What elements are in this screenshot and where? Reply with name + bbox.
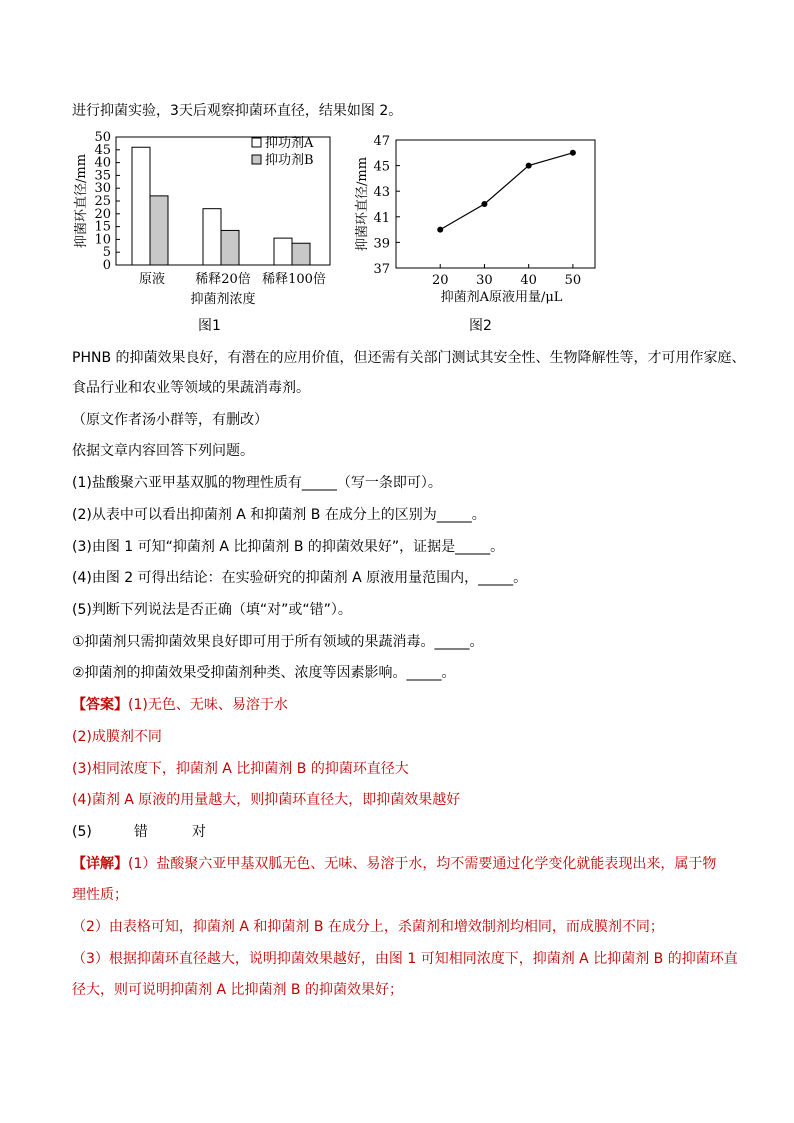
answer-line-1 [72,695,288,715]
bar [132,147,150,265]
x-axis-label: 抑菌剂浓度 [190,292,256,307]
plot-frame [396,140,595,268]
y-tick-label: 37 [373,262,390,277]
x-tick-label: 稀释100倍 [262,272,326,287]
bar [221,230,239,265]
answer-3: (3)相同浓度下，抑菌剂 A 比抑菌剂 B 的抑菌环直径大 [72,761,409,777]
question-5: (5)判断下列说法是否正确（填“对”或“错”）。 [72,602,352,618]
y-tick-label: 45 [373,159,390,175]
y-tick-label: 20 [94,206,111,222]
y-tick-label: 25 [94,194,111,209]
paragraph-line: 食品行业和农业等领域的果蔬消毒剂。 [72,380,310,396]
y-tick-label: 45 [94,142,111,158]
data-point [437,227,443,233]
detail-3-line-2: 径大，则可说明抑菌剂 A 比抑菌剂 B 的抑菌效果好； [72,982,403,998]
detail-1-line-1: (1）盐酸聚六亚甲基双胍无色、无味、易溶于水，均不需要通过化学变化就能表现出来，属于物 [128,856,717,872]
question-5-2: ②抑菌剂的抑菌效果受抑菌剂种类、浓度等因素影响。_____。 [72,665,456,681]
detail-2: （2）由表格可知，抑菌剂 A 和抑菌剂 B 在成分上，杀菌剂和增效制剂均相同，而成膜剂不同； [72,919,664,935]
legend-swatch [252,155,261,164]
bar [203,209,221,265]
figure-2-caption: 图2 [469,318,492,334]
answer-5-number: (5) [72,824,92,840]
intro-line: 进行抑菌实验，3天后观察抑菌环直径，结果如图 2。 [72,103,403,119]
detail-1-line-2: 理性质； [72,887,128,903]
answer-5 [72,822,206,842]
paragraph-line: PHNB 的抑菌效果良好，有潜在的应用价值，但还需有关部门测试其安全性、生物降解性等，才可用作家庭、 [72,350,746,366]
data-point [481,201,487,207]
answer-2: (2)成膜剂不同 [72,729,162,745]
y-tick-label: 35 [94,168,111,184]
x-axis-label: 抑菌剂A原液用量/μL [440,290,563,305]
answer-5-1: 错 [133,824,148,840]
detail-label: 【详解】 [72,856,128,872]
bar [274,238,292,265]
x-tick-label: 20 [431,273,449,288]
data-point [526,163,532,169]
bar [150,196,168,265]
answer-4: (4)菌剂 A 原液的用量越大，则抑菌环直径大，即抑菌效果越好 [72,792,461,808]
x-tick-label: 40 [520,273,537,288]
figure-2-line-chart [352,128,602,310]
figure-1-bar-chart [72,128,342,310]
answer-5-2: 对 [191,824,206,840]
y-tick-label: 50 [94,130,111,145]
x-tick-label: 稀释20倍 [195,272,251,287]
legend-label: 抑功剂A [265,136,314,151]
legend-label: 抑功剂B [265,153,314,168]
answer-1: (1)无色、无味、易溶于水 [128,697,288,713]
y-tick-label: 15 [94,219,111,235]
x-tick-label: 30 [476,273,493,288]
question-3: (3)由图 1 可知“抑菌剂 A 比抑菌剂 B 的抑菌效果好”，证据是_____。 [72,539,505,555]
x-tick-label: 原液 [138,272,166,287]
y-tick-label: 41 [373,210,390,226]
data-point [570,150,576,156]
legend-swatch [252,138,261,147]
source-note: （原文作者汤小群等，有删改） [72,412,268,428]
series-line [440,153,573,230]
y-tick-label: 43 [373,185,390,201]
y-tick-label: 5 [102,245,111,261]
y-axis-label: 抑菌环直径/mm [74,153,89,249]
question-5-1: ①抑菌剂只需抑菌效果良好即可用于所有领域的果蔬消毒。_____。 [72,634,484,650]
bar [292,243,310,265]
y-axis-label: 抑菌环直径/mm [355,156,370,252]
y-tick-label: 39 [373,236,390,252]
figure-1-caption: 图1 [198,318,221,334]
y-tick-label: 47 [373,134,390,149]
instruction: 依据文章内容回答下列问题。 [72,443,254,459]
y-tick-label: 40 [94,155,111,171]
answer-label: 【答案】 [72,697,128,713]
y-tick-label: 30 [94,181,111,197]
y-tick-label: 10 [94,232,111,248]
question-1: (1)盐酸聚六亚甲基双胍的物理性质有_____（写一条即可）。 [72,475,442,491]
question-2: (2)从表中可以看出抑菌剂 A 和抑菌剂 B 在成分上的区别为_____。 [72,507,486,523]
y-tick-label: 0 [102,258,111,273]
detail-line-1 [72,854,716,874]
question-4: (4)由图 2 可得出结论：在实验研究的抑菌剂 A 原液用量范围内，_____。 [72,570,528,586]
detail-3-line-1: （3）根据抑菌环直径越大，说明抑菌效果越好，由图 1 可知相同浓度下，抑菌剂 A 比抑菌剂 B 的抑菌环直 [72,951,738,967]
x-tick-label: 50 [564,273,582,288]
